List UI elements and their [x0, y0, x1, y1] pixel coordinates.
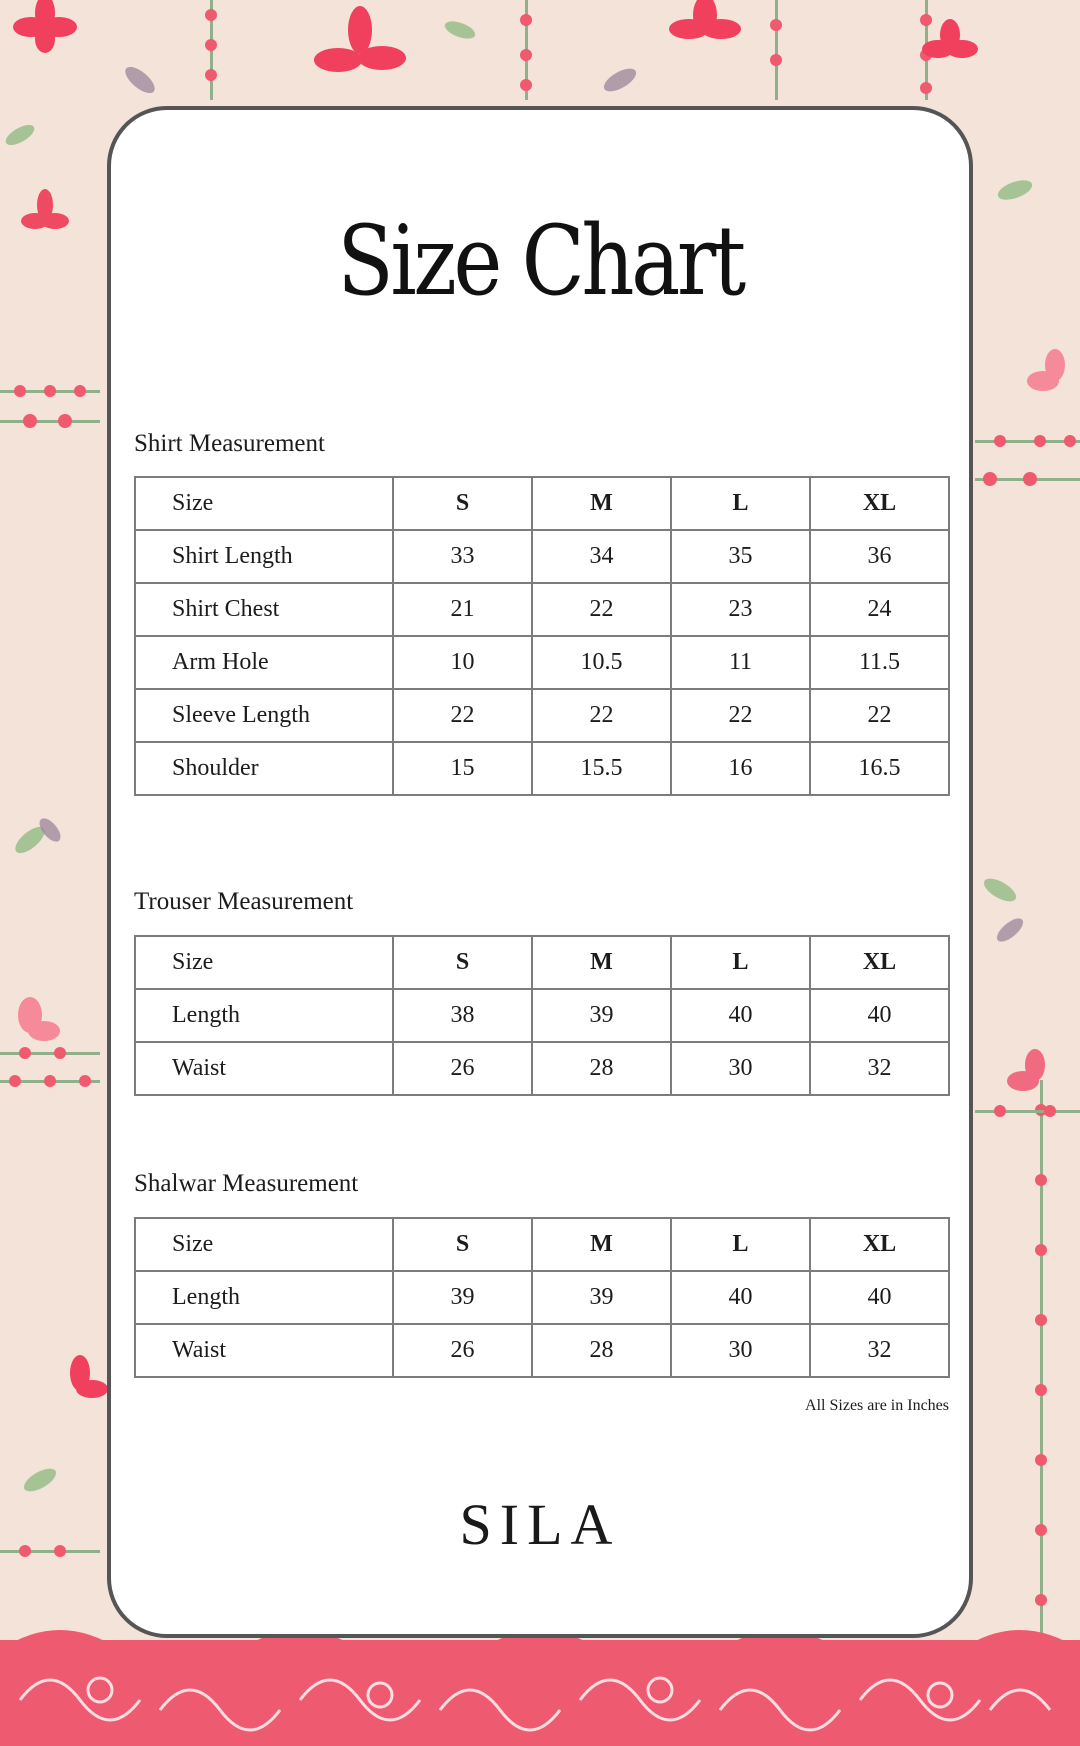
cell-value: 22	[532, 583, 671, 636]
row-label: Sleeve Length	[135, 689, 393, 742]
cell-value: 30	[671, 1042, 810, 1095]
table-row	[135, 689, 949, 742]
row-label: Shirt Length	[135, 530, 393, 583]
cell-value: 15	[393, 742, 532, 795]
cell-value: 21	[393, 583, 532, 636]
cell-value: 11	[671, 636, 810, 689]
shalwar-measurement-table	[134, 1217, 950, 1378]
cell-value: 26	[393, 1324, 532, 1377]
cell-value: 40	[671, 989, 810, 1042]
table-row	[135, 636, 949, 689]
table-row	[135, 742, 949, 795]
cell-value: 16	[671, 742, 810, 795]
size-header-cell: Size	[135, 1218, 393, 1271]
cell-value: 35	[671, 530, 810, 583]
table-header-row	[135, 477, 949, 530]
cell-value: 22	[671, 689, 810, 742]
size-m-header: M	[532, 936, 671, 989]
cell-value: 24	[810, 583, 949, 636]
cell-value: 10.5	[532, 636, 671, 689]
cell-value: 39	[393, 1271, 532, 1324]
row-label: Length	[135, 989, 393, 1042]
size-m-header: M	[532, 1218, 671, 1271]
cell-value: 30	[671, 1324, 810, 1377]
cell-value: 11.5	[810, 636, 949, 689]
table-row	[135, 1271, 949, 1324]
cell-value: 22	[810, 689, 949, 742]
row-label: Arm Hole	[135, 636, 393, 689]
cell-value: 22	[393, 689, 532, 742]
size-xl-header: XL	[810, 936, 949, 989]
size-s-header: S	[393, 936, 532, 989]
table-header-row	[135, 936, 949, 989]
cell-value: 28	[532, 1042, 671, 1095]
row-label: Waist	[135, 1042, 393, 1095]
cell-value: 32	[810, 1042, 949, 1095]
size-header-cell: Size	[135, 477, 393, 530]
size-l-header: L	[671, 477, 810, 530]
cell-value: 33	[393, 530, 532, 583]
cell-value: 28	[532, 1324, 671, 1377]
table-header-row	[135, 1218, 949, 1271]
cell-value: 22	[532, 689, 671, 742]
size-s-header: S	[393, 1218, 532, 1271]
table-row	[135, 989, 949, 1042]
cell-value: 16.5	[810, 742, 949, 795]
shirt-measurement-table	[134, 476, 950, 796]
size-l-header: L	[671, 1218, 810, 1271]
table-row	[135, 1324, 949, 1377]
row-label: Waist	[135, 1324, 393, 1377]
cell-value: 34	[532, 530, 671, 583]
cell-value: 40	[810, 989, 949, 1042]
size-xl-header: XL	[810, 477, 949, 530]
size-header-cell: Size	[135, 936, 393, 989]
table-row	[135, 1042, 949, 1095]
cell-value: 39	[532, 1271, 671, 1324]
shirt-section-label: Shirt Measurement	[134, 430, 325, 457]
cell-value: 23	[671, 583, 810, 636]
shalwar-section-label: Shalwar Measurement	[134, 1170, 359, 1197]
row-label: Shoulder	[135, 742, 393, 795]
cell-value: 26	[393, 1042, 532, 1095]
cell-value: 15.5	[532, 742, 671, 795]
trouser-section-label: Trouser Measurement	[134, 888, 354, 915]
size-xl-header: XL	[810, 1218, 949, 1271]
cell-value: 39	[532, 989, 671, 1042]
table-row	[135, 530, 949, 583]
units-note: All Sizes are in Inches	[805, 1397, 949, 1414]
size-s-header: S	[393, 477, 532, 530]
trouser-measurement-table	[134, 935, 950, 1096]
size-l-header: L	[671, 936, 810, 989]
cell-value: 32	[810, 1324, 949, 1377]
table-row	[135, 583, 949, 636]
cell-value: 38	[393, 989, 532, 1042]
row-label: Shirt Chest	[135, 583, 393, 636]
row-label: Length	[135, 1271, 393, 1324]
size-m-header: M	[532, 477, 671, 530]
page-title: Size Chart	[337, 205, 743, 317]
brand-logo: SILA	[459, 1492, 621, 1557]
cell-value: 10	[393, 636, 532, 689]
cell-value: 40	[671, 1271, 810, 1324]
lace-border-decoration	[0, 1630, 1080, 1746]
cell-value: 40	[810, 1271, 949, 1324]
cell-value: 36	[810, 530, 949, 583]
